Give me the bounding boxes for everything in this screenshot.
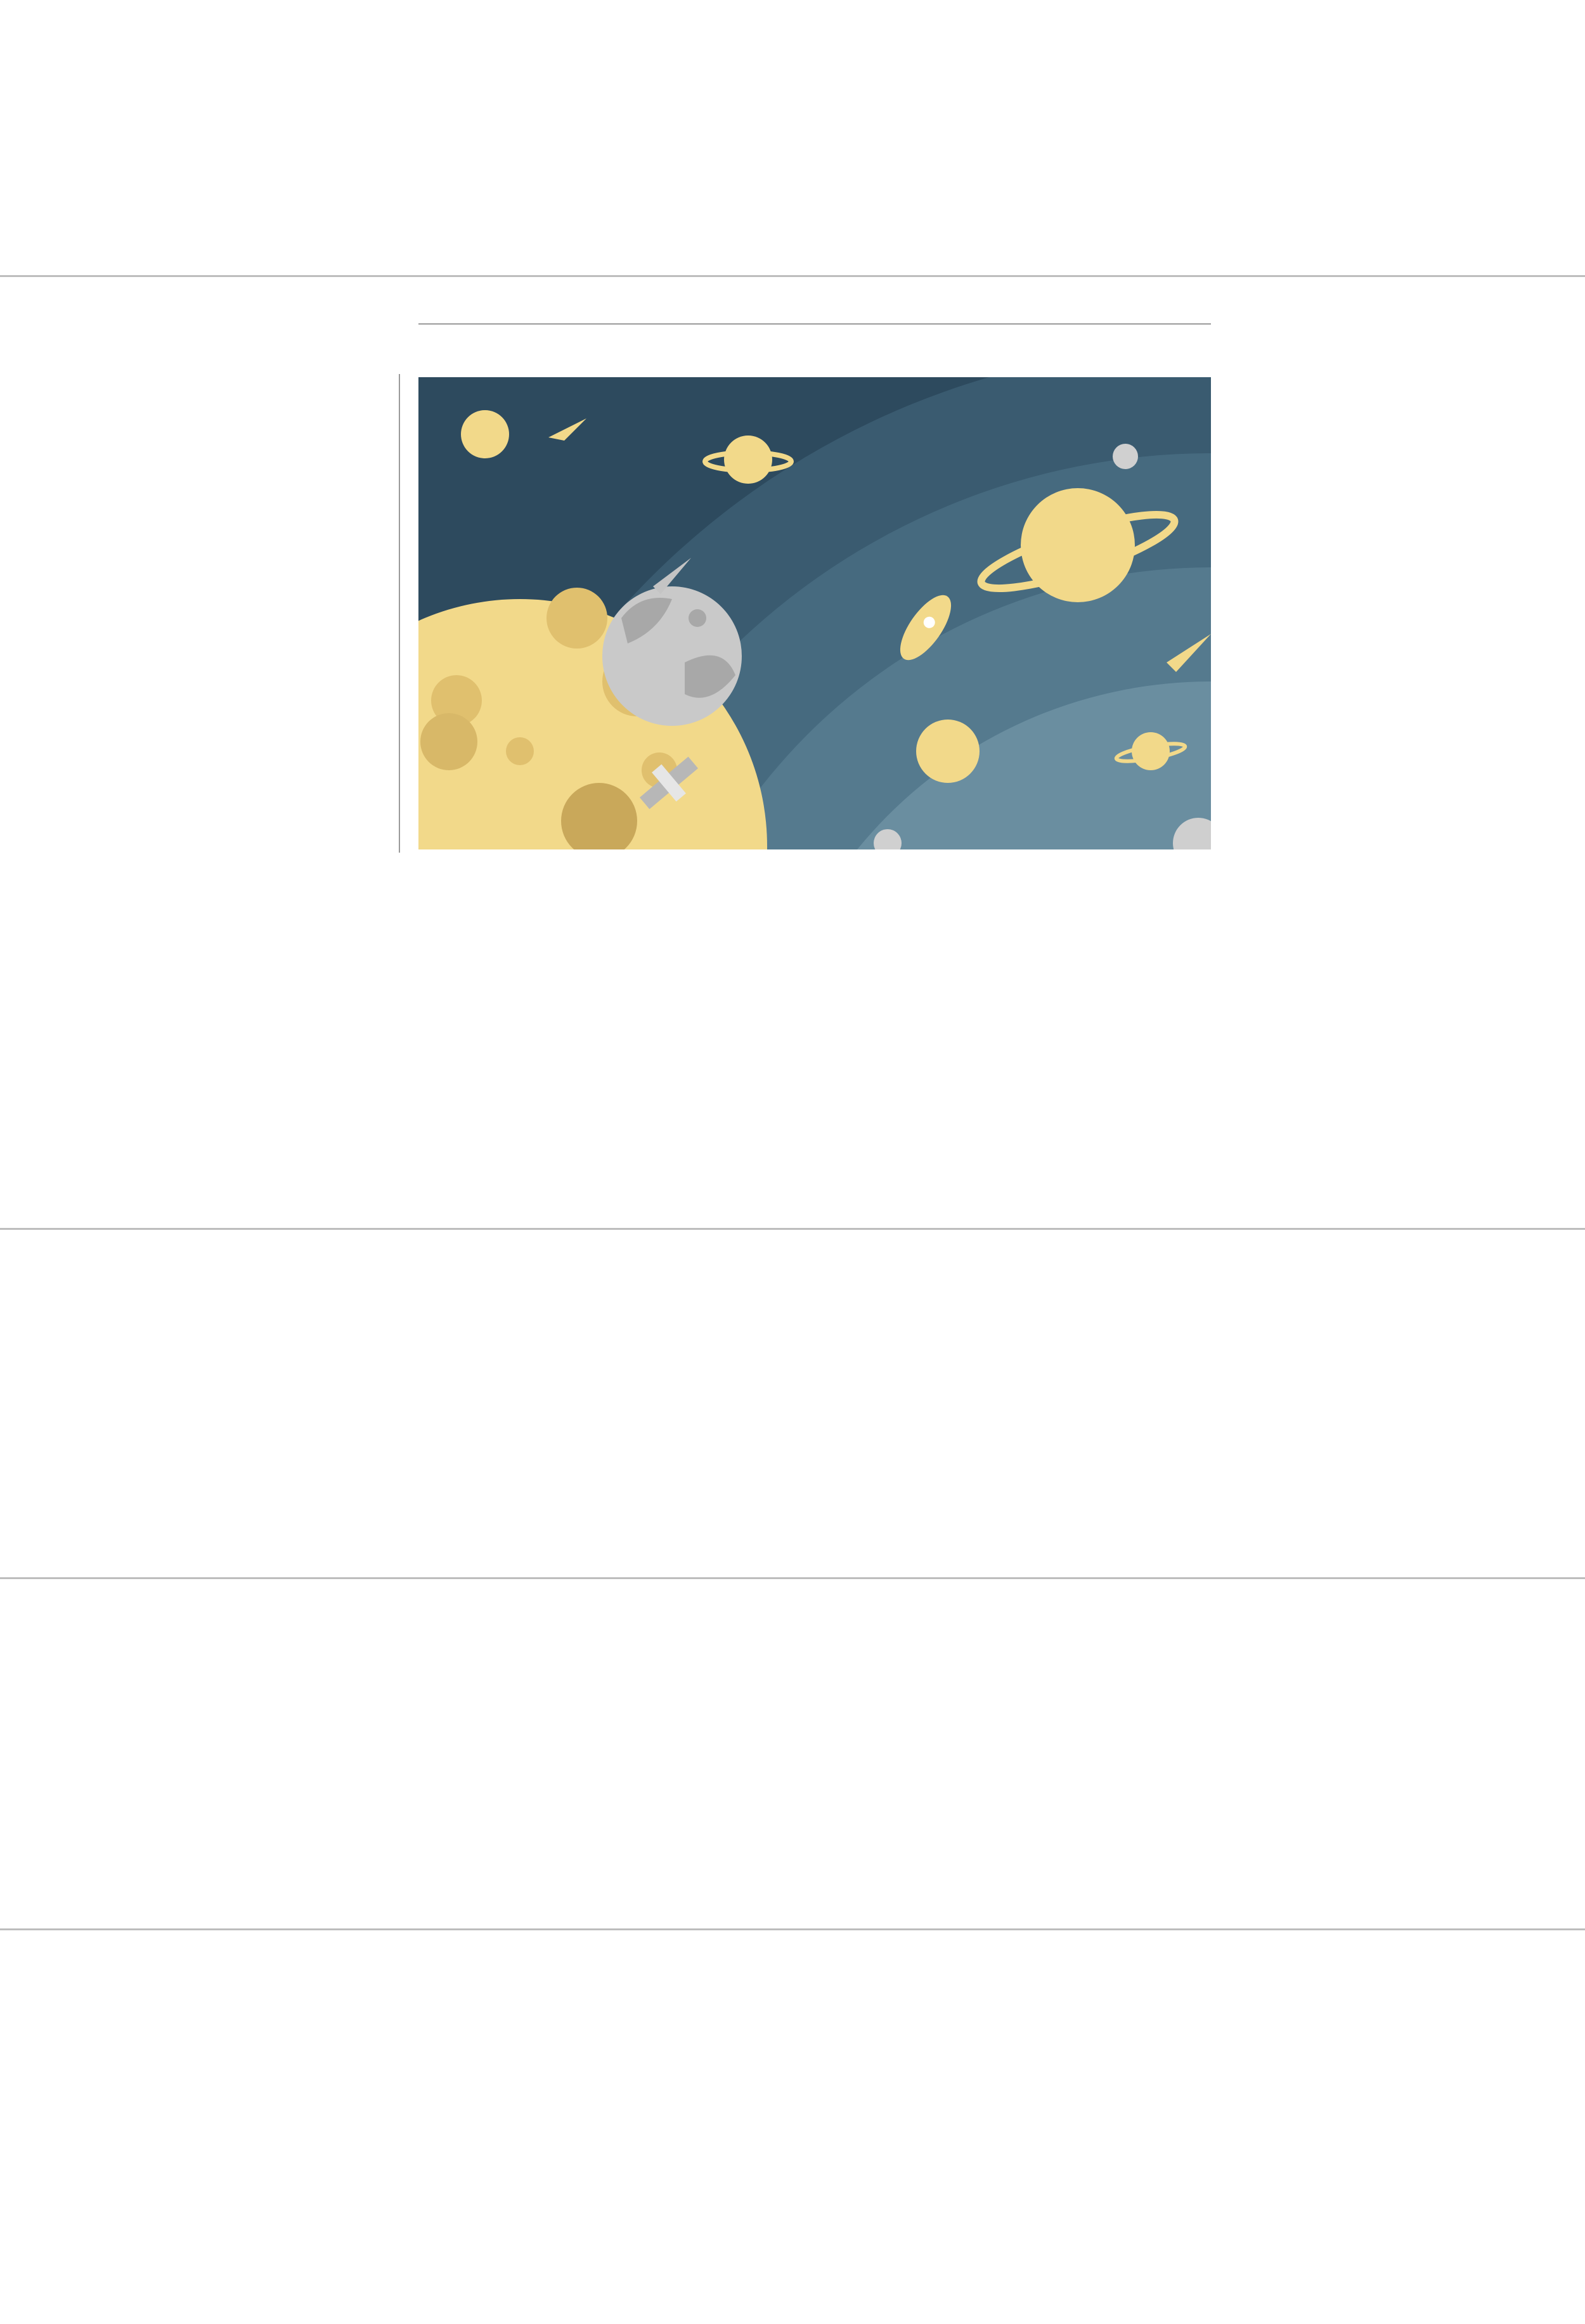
section-divider-1 [0, 1228, 1585, 1230]
brand-logo [1399, 178, 1407, 235]
yellow-planet-illustration [916, 720, 980, 783]
header-divider [0, 275, 1585, 277]
tiny-grey-planet-illustration [874, 829, 902, 857]
measurement-figure [342, 314, 1243, 859]
section-divider-3 [0, 1928, 1585, 1930]
space-wallpaper-image [342, 345, 1243, 859]
small-planet-illustration [461, 410, 509, 458]
grey-planet-illustration [602, 586, 742, 726]
section-divider-2 [0, 1577, 1585, 1579]
tiny-planet-illustration [1113, 444, 1138, 469]
